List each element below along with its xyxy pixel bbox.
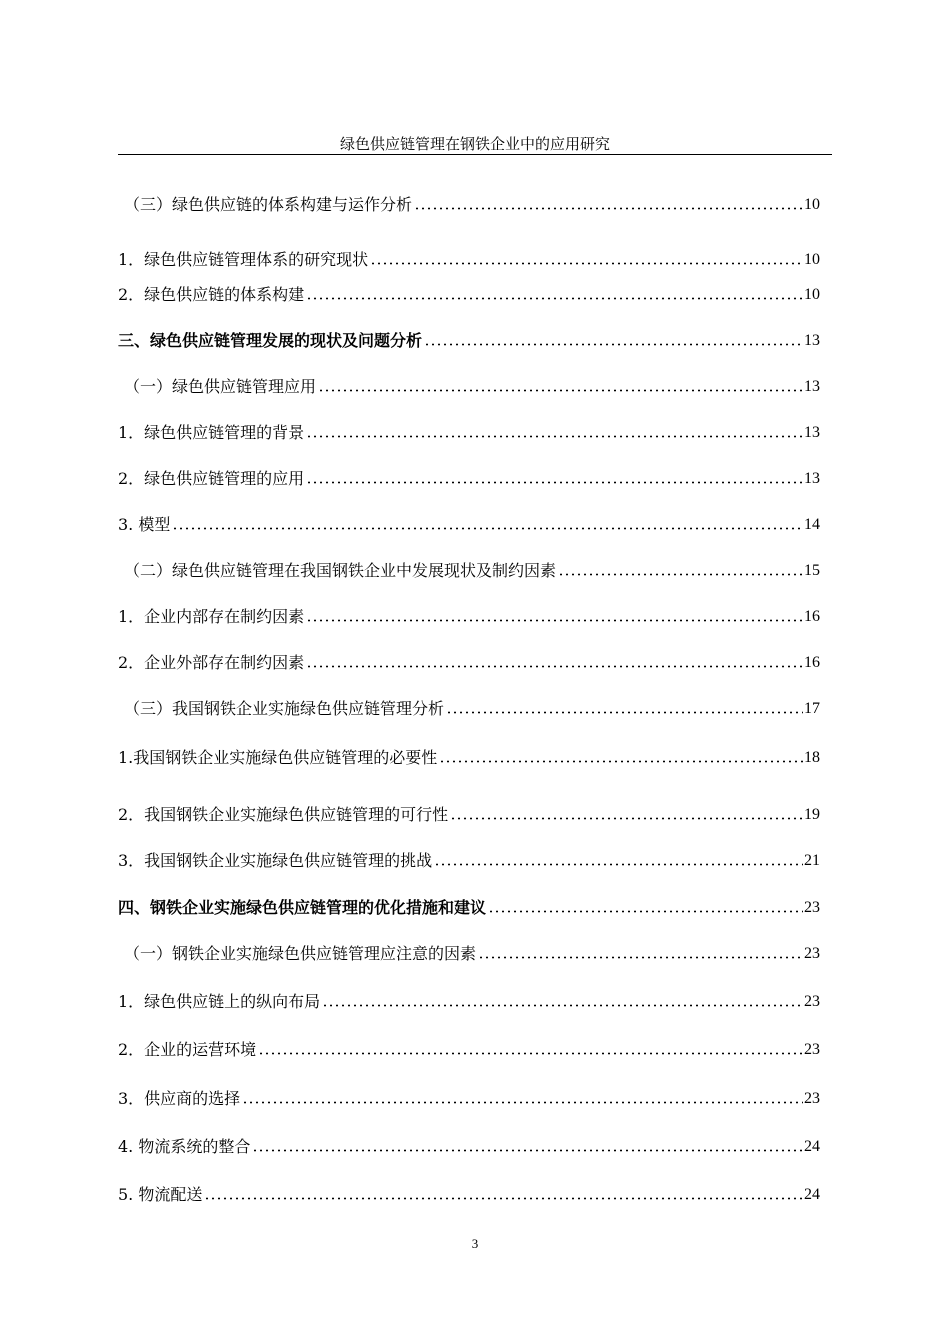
- toc-leader-dots: [434, 863, 803, 866]
- toc-page-number: 21: [804, 852, 820, 869]
- toc-entry-text: 2．绿色供应链管理的应用: [118, 469, 305, 488]
- toc-leader-dots: [258, 1052, 803, 1055]
- toc-entry-text: （三）我国钢铁企业实施绿色供应链管理分析: [124, 699, 445, 718]
- toc-entry[interactable]: [118, 650, 820, 674]
- toc-entry-text: （一）钢铁企业实施绿色供应链管理应注意的因素: [124, 944, 477, 963]
- toc-entry-text: （一）绿色供应链管理应用: [124, 377, 317, 396]
- toc-page-number: 17: [804, 700, 820, 717]
- toc-entry[interactable]: [118, 989, 820, 1013]
- toc-entry[interactable]: [124, 558, 820, 582]
- toc-leader-dots: [439, 760, 803, 763]
- toc-entry[interactable]: [118, 466, 820, 490]
- toc-page-number: 23: [804, 945, 820, 962]
- toc-entry-text: 1．绿色供应链管理体系的研究现状: [118, 250, 369, 269]
- toc-entry[interactable]: [118, 282, 820, 306]
- toc-leader-dots: [370, 262, 803, 265]
- toc-entry[interactable]: [118, 247, 820, 271]
- toc-entry[interactable]: [118, 1086, 820, 1110]
- toc-entry[interactable]: [118, 802, 820, 826]
- toc-leader-dots: [450, 817, 803, 820]
- toc-leader-dots: [424, 343, 803, 346]
- toc-leader-dots: [172, 527, 803, 530]
- toc-entry-text: 3．我国钢铁企业实施绿色供应链管理的挑战: [118, 851, 433, 870]
- toc-leader-dots: [446, 711, 803, 714]
- toc-entry-text: 2．我国钢铁企业实施绿色供应链管理的可行性: [118, 805, 449, 824]
- toc-page-number: 23: [804, 993, 820, 1010]
- toc-page-number: 13: [804, 424, 820, 441]
- toc-entry-text: 三、绿色供应链管理发展的现状及问题分析: [118, 331, 423, 350]
- header-rule: [118, 154, 832, 155]
- toc-leader-dots: [558, 573, 803, 576]
- running-header: 绿色供应链管理在钢铁企业中的应用研究: [339, 135, 610, 153]
- toc-entry-text: 2．企业外部存在制约因素: [118, 653, 305, 672]
- toc-leader-dots: [322, 1004, 803, 1007]
- toc-page-number: 18: [804, 749, 820, 766]
- toc-leader-dots: [306, 481, 803, 484]
- toc-leader-dots: [488, 910, 803, 913]
- toc-page-number: 13: [804, 470, 820, 487]
- toc-page-number: 19: [804, 806, 820, 823]
- toc-page-number: 24: [804, 1186, 820, 1203]
- toc-entry[interactable]: [118, 848, 820, 872]
- toc-entry-text: （三）绿色供应链的体系构建与运作分析: [124, 195, 413, 214]
- toc-page-number: 10: [804, 196, 820, 213]
- toc-entry-text: 1．绿色供应链上的纵向布局: [118, 992, 321, 1011]
- toc-entry[interactable]: [118, 1182, 820, 1206]
- toc-entry-text: 1．企业内部存在制约因素: [118, 607, 305, 626]
- toc-page-number: 23: [804, 1090, 820, 1107]
- toc-entry[interactable]: [118, 1037, 820, 1061]
- toc-page-number: 10: [804, 251, 820, 268]
- toc-entry-text: 1．绿色供应链管理的背景: [118, 423, 305, 442]
- toc-entry[interactable]: [118, 420, 820, 444]
- toc-entry[interactable]: [118, 1134, 820, 1158]
- toc-entry[interactable]: [118, 745, 820, 769]
- toc-page-number: 23: [804, 1041, 820, 1058]
- toc-leader-dots: [414, 207, 803, 210]
- toc-page-number: 13: [804, 378, 820, 395]
- toc-entry[interactable]: [118, 512, 820, 536]
- toc-page-number: 23: [804, 899, 820, 916]
- toc-page-number: 15: [804, 562, 820, 579]
- toc-entry[interactable]: [124, 941, 820, 965]
- toc-leader-dots: [252, 1149, 803, 1152]
- toc-entry[interactable]: [118, 604, 820, 628]
- toc-entry-text: 3．供应商的选择: [118, 1089, 241, 1108]
- page-number: 3: [471, 1236, 479, 1251]
- toc-entry-text: 5. 物流配送: [118, 1185, 203, 1204]
- toc-page-number: 10: [804, 286, 820, 303]
- toc-page-number: 16: [804, 608, 820, 625]
- toc-entry-text: 3. 模型: [118, 515, 171, 534]
- toc-leader-dots: [318, 389, 803, 392]
- toc-page-number: 14: [804, 516, 820, 533]
- toc-entry-text: 2．企业的运营环境: [118, 1040, 257, 1059]
- toc-page-number: 16: [804, 654, 820, 671]
- toc-entry-chapter[interactable]: [118, 328, 820, 352]
- toc-entry-chapter[interactable]: [118, 895, 820, 919]
- toc-entry-text: （二）绿色供应链管理在我国钢铁企业中发展现状及制约因素: [124, 561, 557, 580]
- toc-page-number: 13: [804, 332, 820, 349]
- toc-leader-dots: [242, 1101, 803, 1104]
- toc-entry[interactable]: [124, 192, 820, 216]
- toc-leader-dots: [478, 956, 803, 959]
- toc-leader-dots: [306, 619, 803, 622]
- toc-entry-text: 四、钢铁企业实施绿色供应链管理的优化措施和建议: [118, 898, 487, 917]
- toc-leader-dots: [204, 1197, 803, 1200]
- toc-entry-text: 4. 物流系统的整合: [118, 1137, 251, 1156]
- toc-entry-text: 2．绿色供应链的体系构建: [118, 285, 305, 304]
- toc-leader-dots: [306, 665, 803, 668]
- toc-entry-text: 1.我国钢铁企业实施绿色供应链管理的必要性: [118, 748, 438, 767]
- toc-entry[interactable]: [124, 696, 820, 720]
- toc-leader-dots: [306, 297, 803, 300]
- toc-page-number: 24: [804, 1138, 820, 1155]
- toc-entry[interactable]: [124, 374, 820, 398]
- toc-leader-dots: [306, 435, 803, 438]
